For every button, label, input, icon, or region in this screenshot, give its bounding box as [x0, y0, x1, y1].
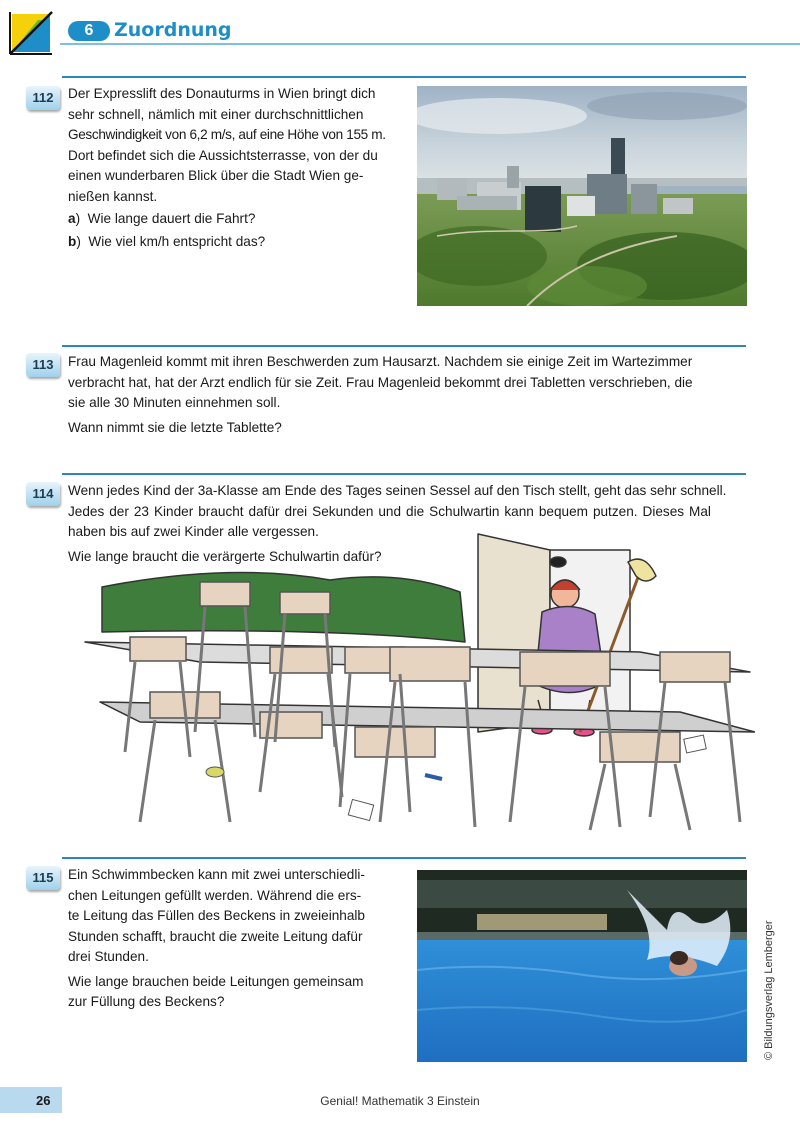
book-logo-icon — [8, 10, 54, 56]
text-line: einen wunderbaren Blick über die Stadt Wien ge- — [68, 168, 364, 183]
classroom-chairs-illustration — [80, 532, 755, 832]
header-divider — [60, 43, 800, 45]
text-line: verbracht hat, hat der Arzt endlich für sie Zeit. Frau Magenleid bekommt drei Tabletten verschrieben, die — [68, 374, 693, 390]
task-number-115: 115 — [26, 866, 60, 890]
subtask-b: b) Wie viel km/h entspricht das? — [68, 233, 266, 249]
subtask-b-label: b — [68, 233, 77, 249]
task-115-text — [68, 865, 400, 1013]
text-line: te Leitung das Füllen des Beckens in zweieinhalb — [68, 908, 365, 923]
swimming-pool-photo — [417, 870, 747, 1062]
task-114-divider — [62, 473, 746, 475]
chapter-title: Zuordnung — [114, 19, 232, 41]
text-line: drei Stunden. — [68, 949, 149, 964]
text-line: Jedes der 23 Kinder braucht dafür drei Sekunden und die Schulwartin kann bequem putzen. Dieses Mal — [68, 503, 711, 519]
subtask-a-text: Wie lange dauert die Fahrt? — [87, 211, 256, 226]
task-number-114: 114 — [26, 482, 60, 506]
task-112-divider — [62, 76, 746, 78]
page-number: 26 — [36, 1093, 51, 1108]
publisher-credit: © Bildungsverlag Lemberger — [763, 920, 775, 1060]
text-line: sehr schnell, nämlich mit einer durchschnittlichen — [68, 106, 364, 122]
task-113-divider — [62, 345, 746, 347]
text-line: nießen kannst. — [68, 188, 158, 204]
vienna-city-photo — [417, 86, 747, 306]
text-line: haben bis auf zwei Kinder alle vergessen. — [68, 524, 319, 539]
text-line: sie alle 30 Minuten einnehmen soll. — [68, 395, 281, 410]
text-line: chen Leitungen gefüllt werden. Während die ers- — [68, 887, 362, 903]
text-line: Der Expresslift des Donauturms in Wien bringt dich — [68, 86, 376, 101]
text-line: Wenn jedes Kind der 3a-Klasse am Ende des Tages seinen Sessel auf den Tisch stellt, geht das sehr schnell. — [68, 483, 727, 498]
subtask-a-label: a — [68, 211, 76, 226]
task-number-112: 112 — [26, 86, 60, 110]
task-115-divider — [62, 857, 746, 859]
subtask-b-text: Wie viel km/h entspricht das? — [88, 233, 266, 249]
text-line: Dort befindet sich die Aussichtsterrasse, von der du — [68, 147, 378, 163]
task-113-text — [68, 352, 748, 438]
text-line: Frau Magenleid kommt mit ihren Beschwerden zum Hausarzt. Nachdem sie einige Zeit im Wartezimmer — [68, 354, 693, 369]
subtask-a: a) Wie lange dauert die Fahrt? — [68, 211, 256, 226]
text-line: Stunden schafft, braucht die zweite Leitung dafür — [68, 928, 363, 944]
task-112-text — [68, 84, 398, 254]
book-title: Genial! Mathematik 3 Einstein — [320, 1094, 480, 1108]
text-line: Ein Schwimmbecken kann mit zwei unterschiedli- — [68, 867, 365, 882]
task-114-question: Wie lange braucht die verärgerte Schulwartin dafür? — [68, 548, 382, 564]
task-115-question-line: zur Füllung des Beckens? — [68, 994, 225, 1009]
task-113-question: Wann nimmt sie die letzte Tablette? — [68, 419, 282, 435]
text-line: Geschwindigkeit von 6,2 m/s, auf eine Höhe von 155 m. — [68, 127, 386, 142]
task-number-113: 113 — [26, 353, 60, 377]
chapter-number-badge: 6 — [68, 21, 110, 41]
task-115-question-line: Wie lange brauchen beide Leitungen gemeinsam — [68, 973, 364, 989]
